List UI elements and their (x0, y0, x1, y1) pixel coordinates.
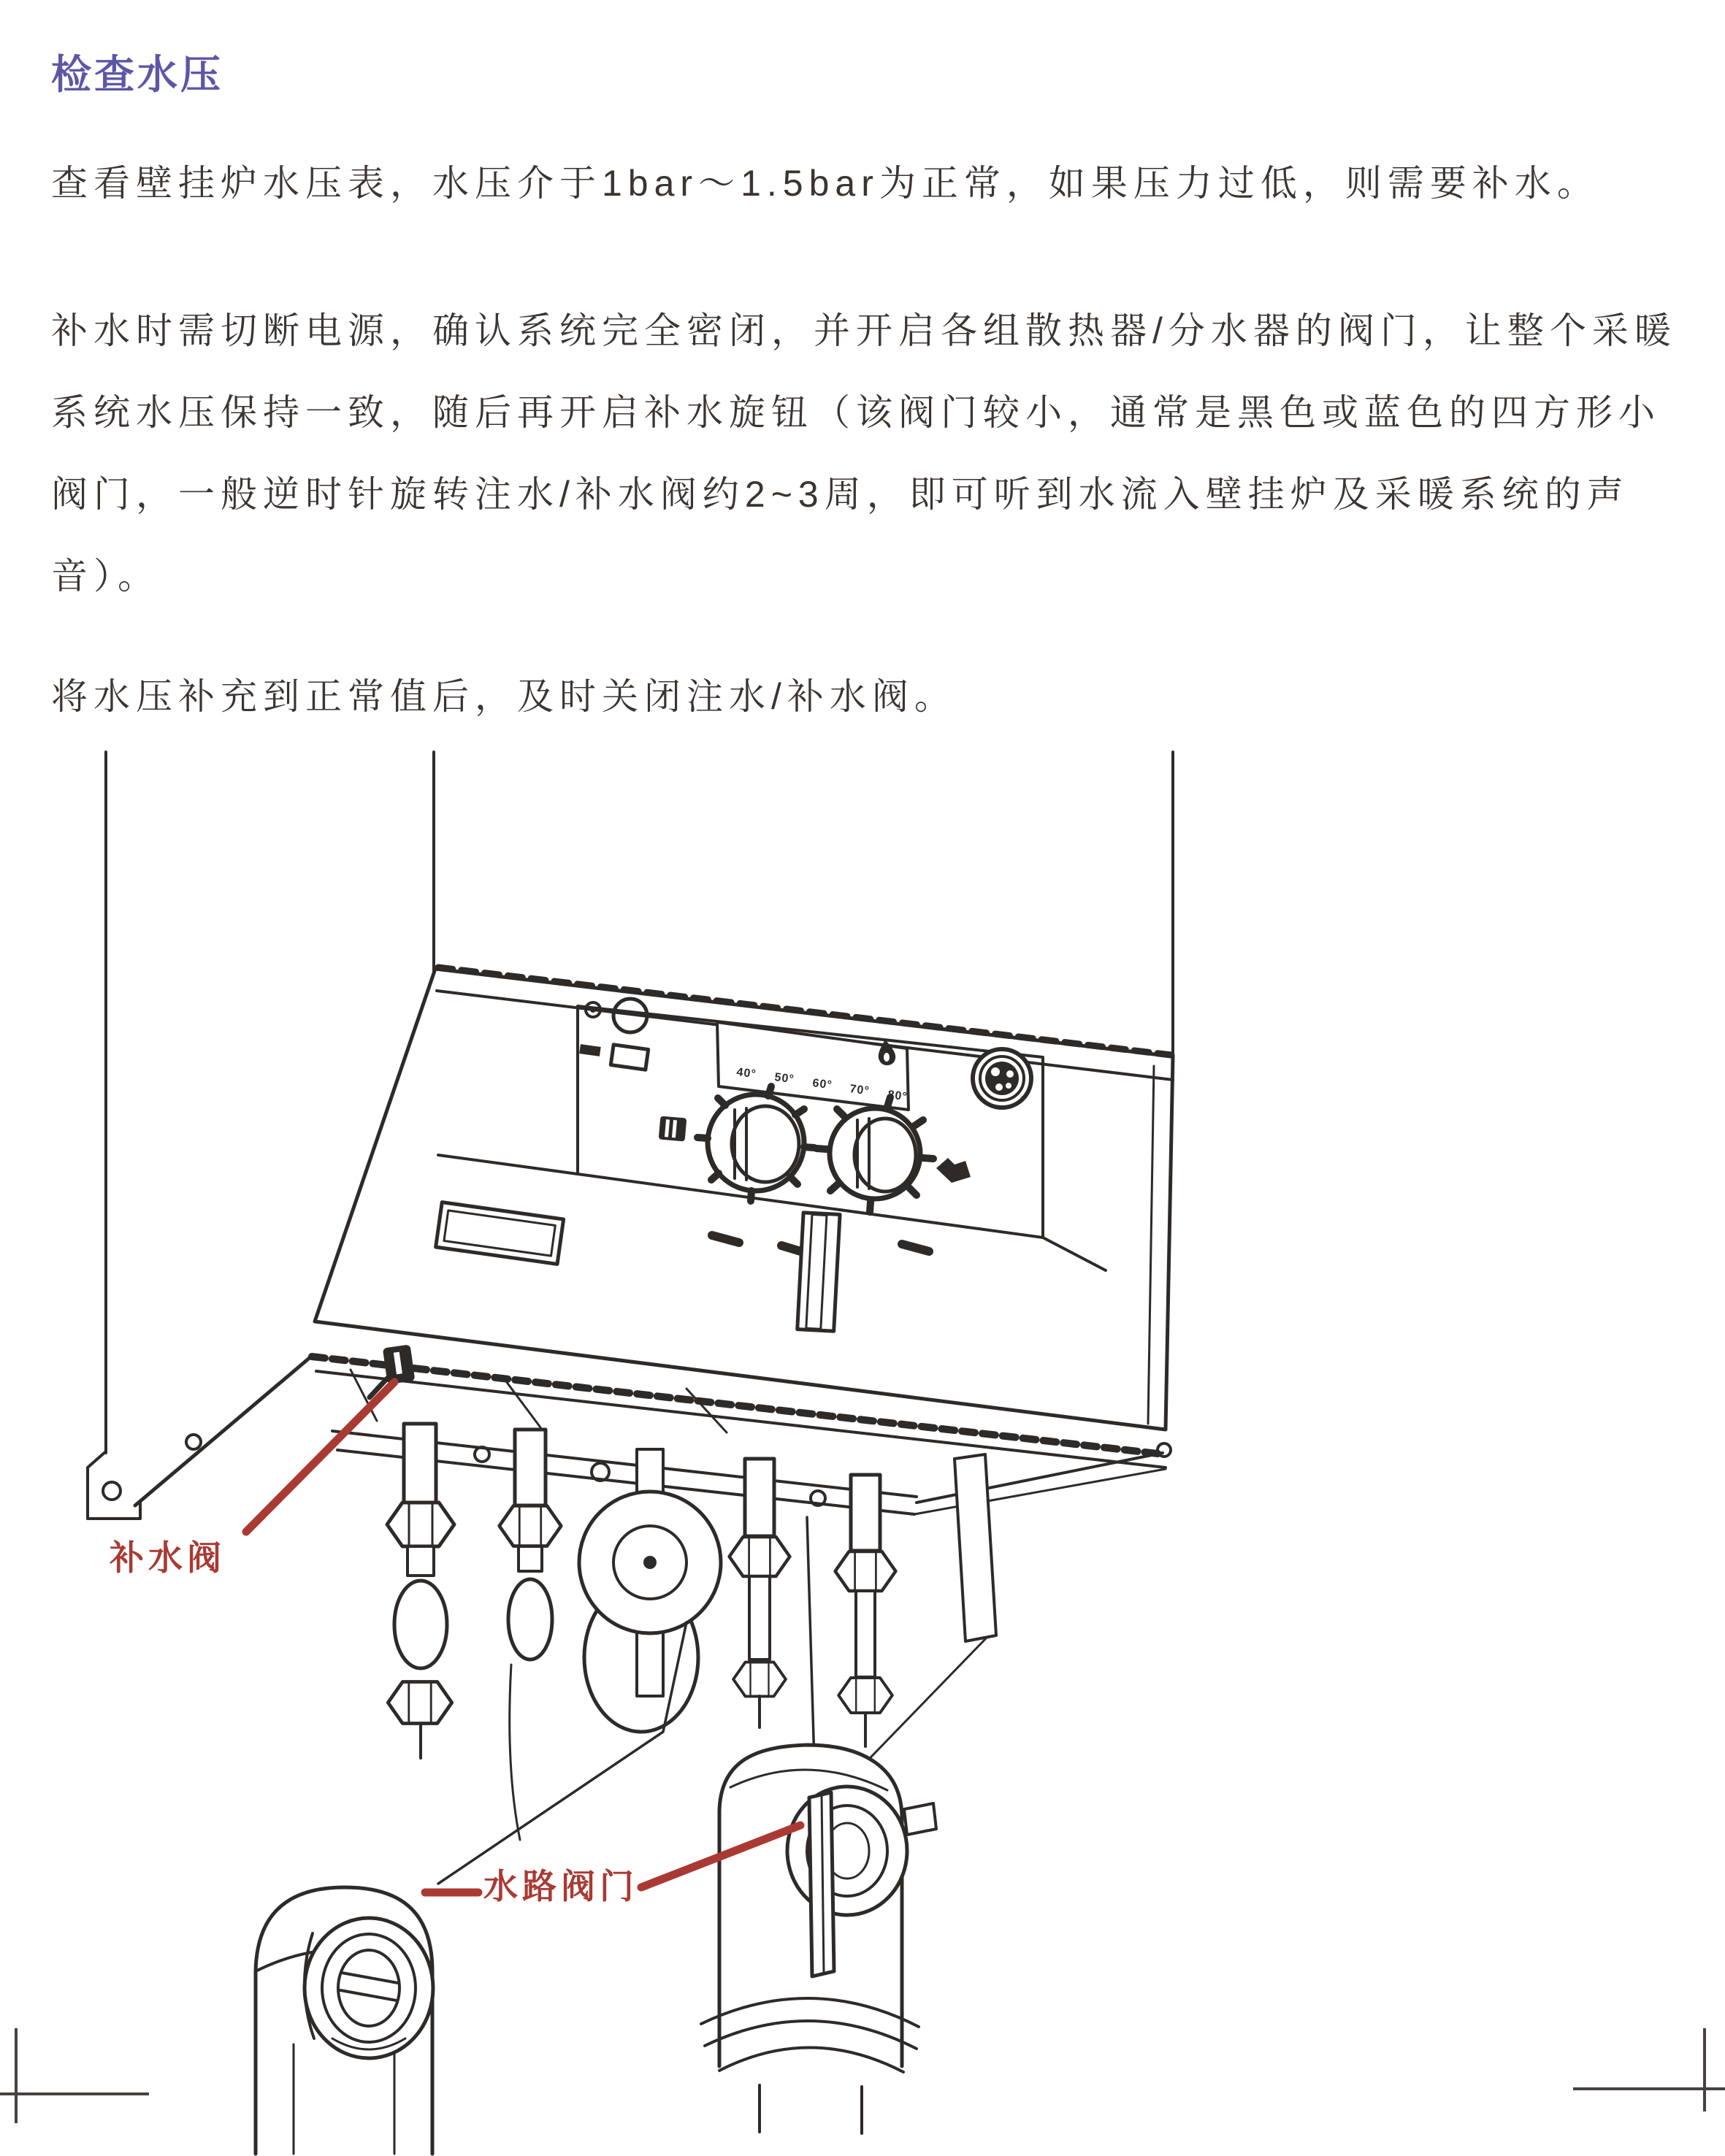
mode-button-icon (611, 1045, 648, 1070)
crop-mark-bottom-right (1573, 2028, 1725, 2111)
paragraph-2-line-1: 补水时需切断电源，确认系统完全密闭，并开启各组散热器/分水器的阀门，让整个采暖 (51, 310, 1677, 351)
temperature-mark: 70° (849, 1083, 871, 1098)
page-title: 检查水压 (51, 52, 224, 97)
refill-valve-arrow (246, 1382, 394, 1532)
refill-valve-label: 补水阀 (110, 1538, 226, 1577)
paragraph-2-line-4: 音）。 (51, 556, 160, 596)
paragraph-1: 查看壁挂炉水压表，水压介于1bar～1.5bar为正常，如果压力过低，则需要补水。 (51, 163, 1599, 204)
crop-mark-bottom-left (0, 2028, 149, 2123)
paragraph-2-line-2: 系统水压保持一致，随后再开启补水旋钮（该阀门较小，通常是黑色或蓝色的四方形小 (51, 392, 1661, 433)
valve-detail-left (256, 1887, 433, 2154)
water-valve-label: 水路阀门 (483, 1867, 638, 1906)
valve-detail-right (701, 1745, 936, 2133)
paragraph-3: 将水压补充到正常值后，及时关闭注水/补水阀。 (51, 676, 957, 717)
paragraph-2-line-3: 阀门，一般逆时针旋转注水/补水阀约2~3周，即可听到水流入壁挂炉及采暖系统的声 (51, 474, 1629, 515)
temperature-mark: 50° (773, 1071, 795, 1086)
temperature-mark: 40° (735, 1066, 757, 1081)
temperature-mark: 60° (811, 1077, 833, 1092)
radiator-icon (659, 1116, 687, 1141)
fan-logo-icon (973, 1049, 1031, 1108)
temperature-mark: 80° (887, 1089, 909, 1104)
panel-clip (798, 1213, 840, 1331)
